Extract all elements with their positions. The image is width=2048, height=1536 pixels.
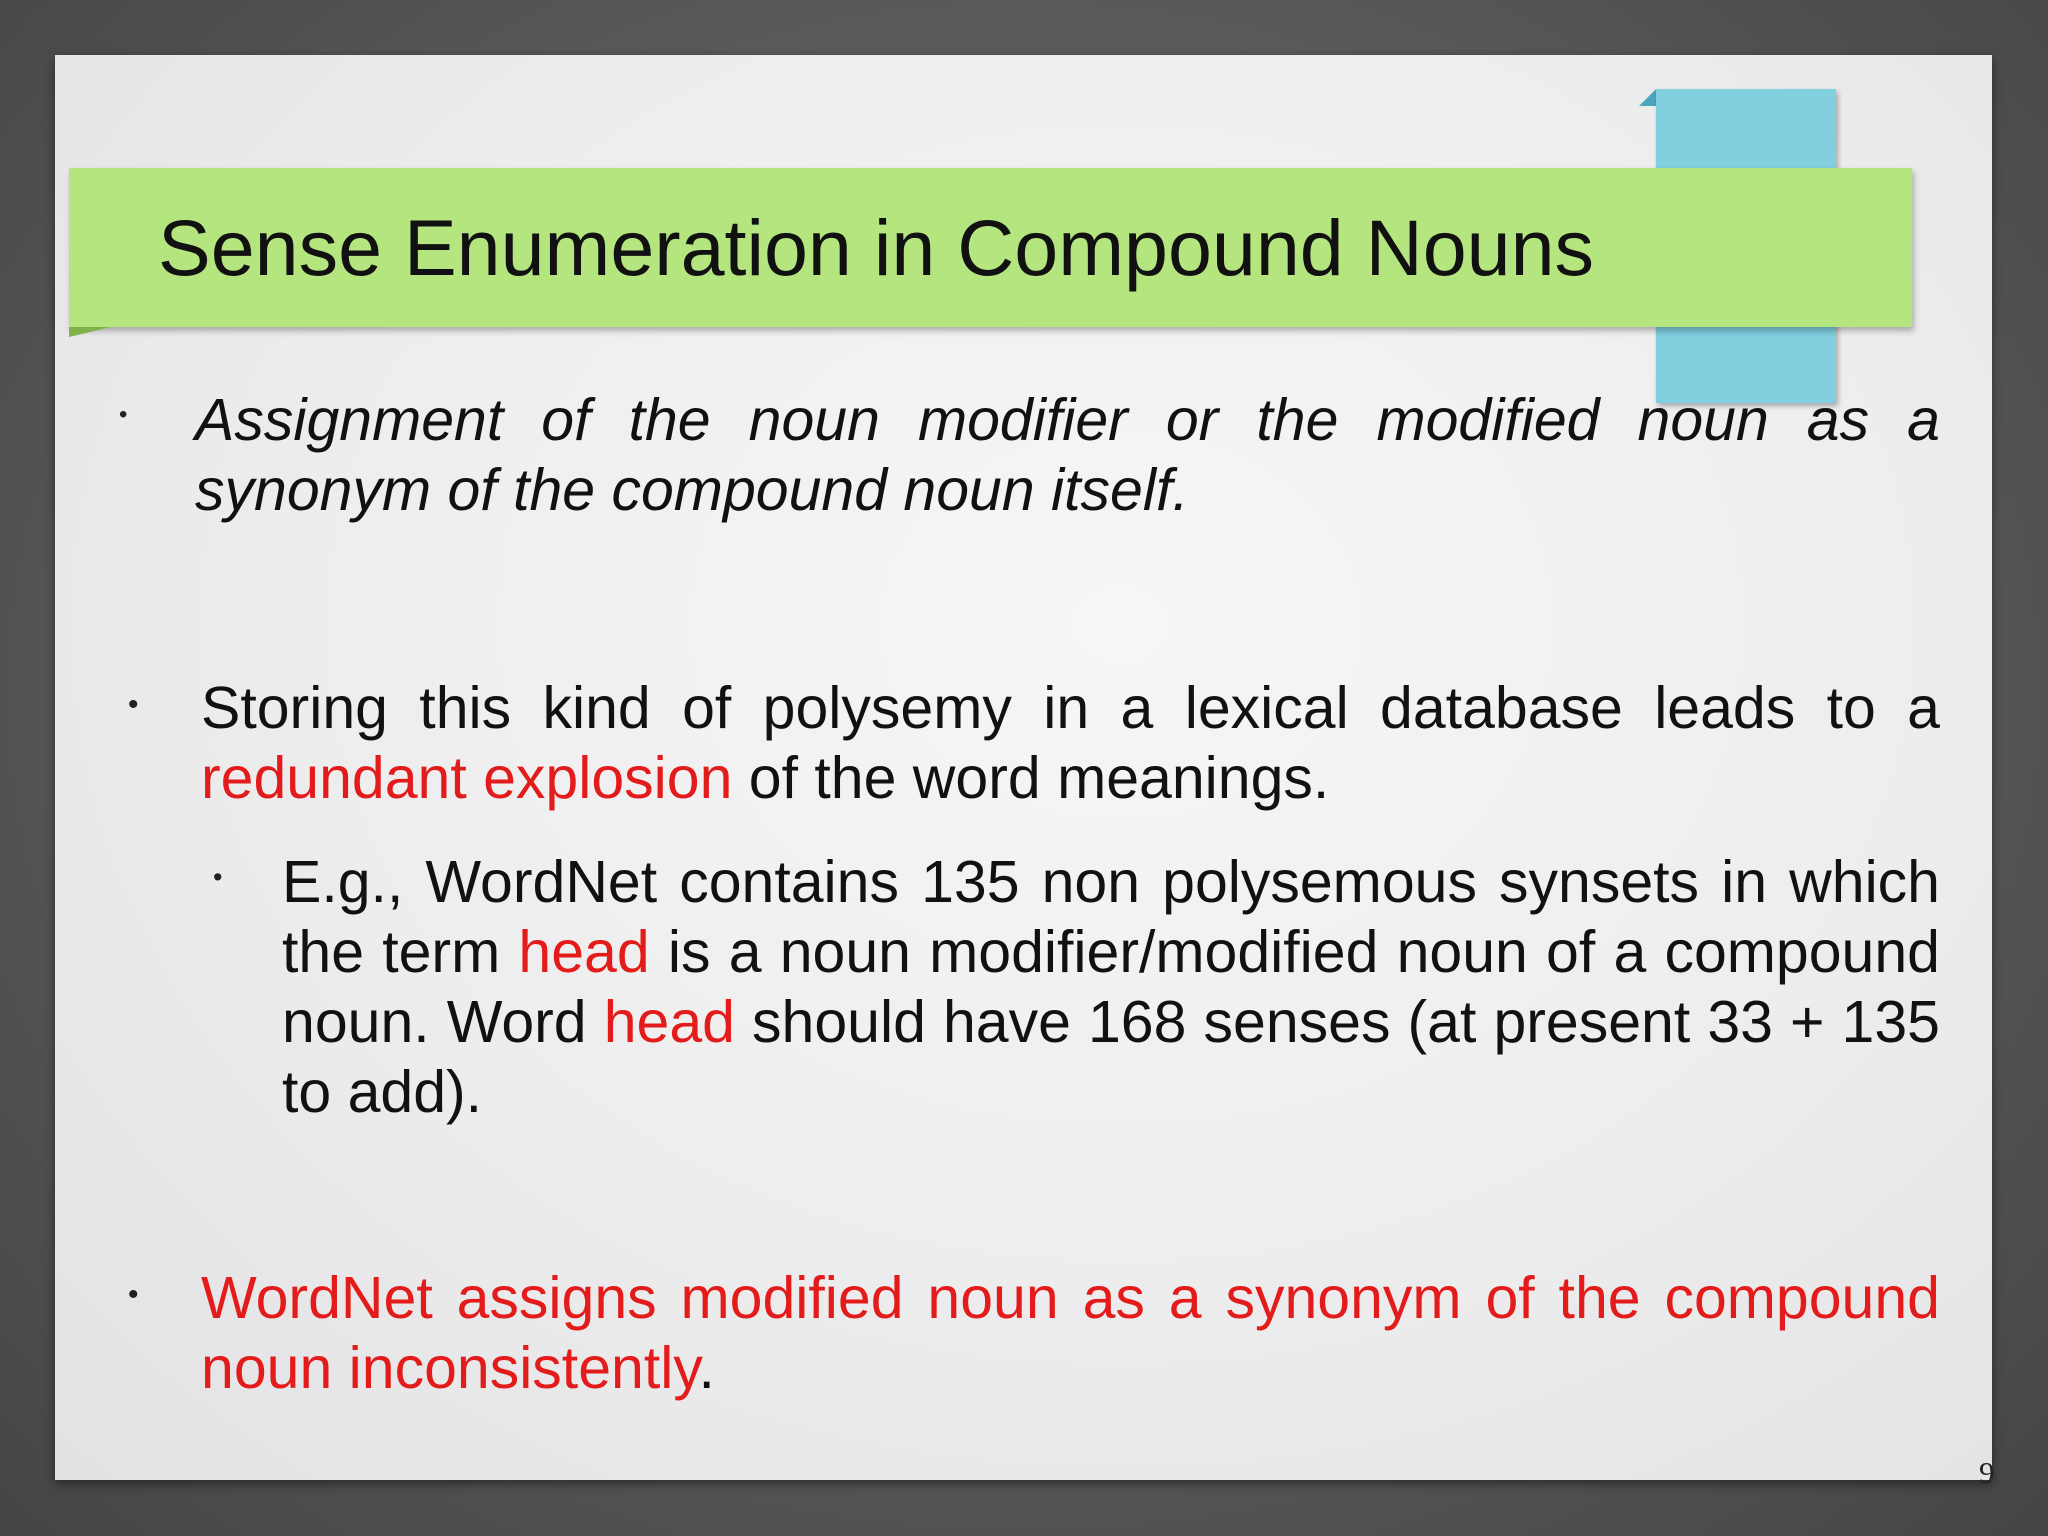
bullet-dot-2: • — [128, 688, 139, 721]
accent-tab-fold — [1639, 89, 1656, 106]
title-band-fold — [69, 327, 111, 337]
slide-title: Sense Enumeration in Compound Nouns — [158, 203, 1595, 292]
sub-bullet-part2: is a noun modifier/modified noun of a compound noun. Word — [282, 919, 1940, 1055]
page-number: 9 — [1979, 1455, 1995, 1490]
sub-bullet-dot: • — [213, 862, 223, 892]
bullet-2-text — [201, 673, 1940, 813]
bullet-3-highlight: WordNet assigns modified noun as a synonym of the compound noun inconsistently — [201, 1265, 1940, 1401]
bullet-1-text: Assignment of the noun modifier or the modified noun as a synonym of the compound noun itself. — [195, 387, 1940, 523]
bullet-dot-1: • — [119, 401, 128, 428]
slide — [55, 55, 1995, 1490]
bullet-2-part1: Storing this kind of polysemy in a lexical database leads to a — [201, 675, 1940, 741]
bullet-2-part2: of the word meanings. — [732, 745, 1330, 811]
sub-bullet-highlight-1: head — [518, 919, 650, 985]
sub-bullet-part1: E.g., WordNet contains 135 non polysemous synsets in which the term — [282, 849, 1940, 985]
bullet-3-text — [201, 1263, 1940, 1403]
bullet-dot-3: • — [128, 1278, 139, 1311]
sub-bullet-highlight-2: head — [603, 989, 735, 1055]
sub-bullet-text — [282, 847, 1940, 1127]
bullet-3-period: . — [698, 1335, 715, 1401]
sub-bullet-part3: should have 168 senses (at present 33 + 135 to add). — [282, 989, 1941, 1125]
bullet-2-highlight: redundant explosion — [201, 745, 733, 811]
